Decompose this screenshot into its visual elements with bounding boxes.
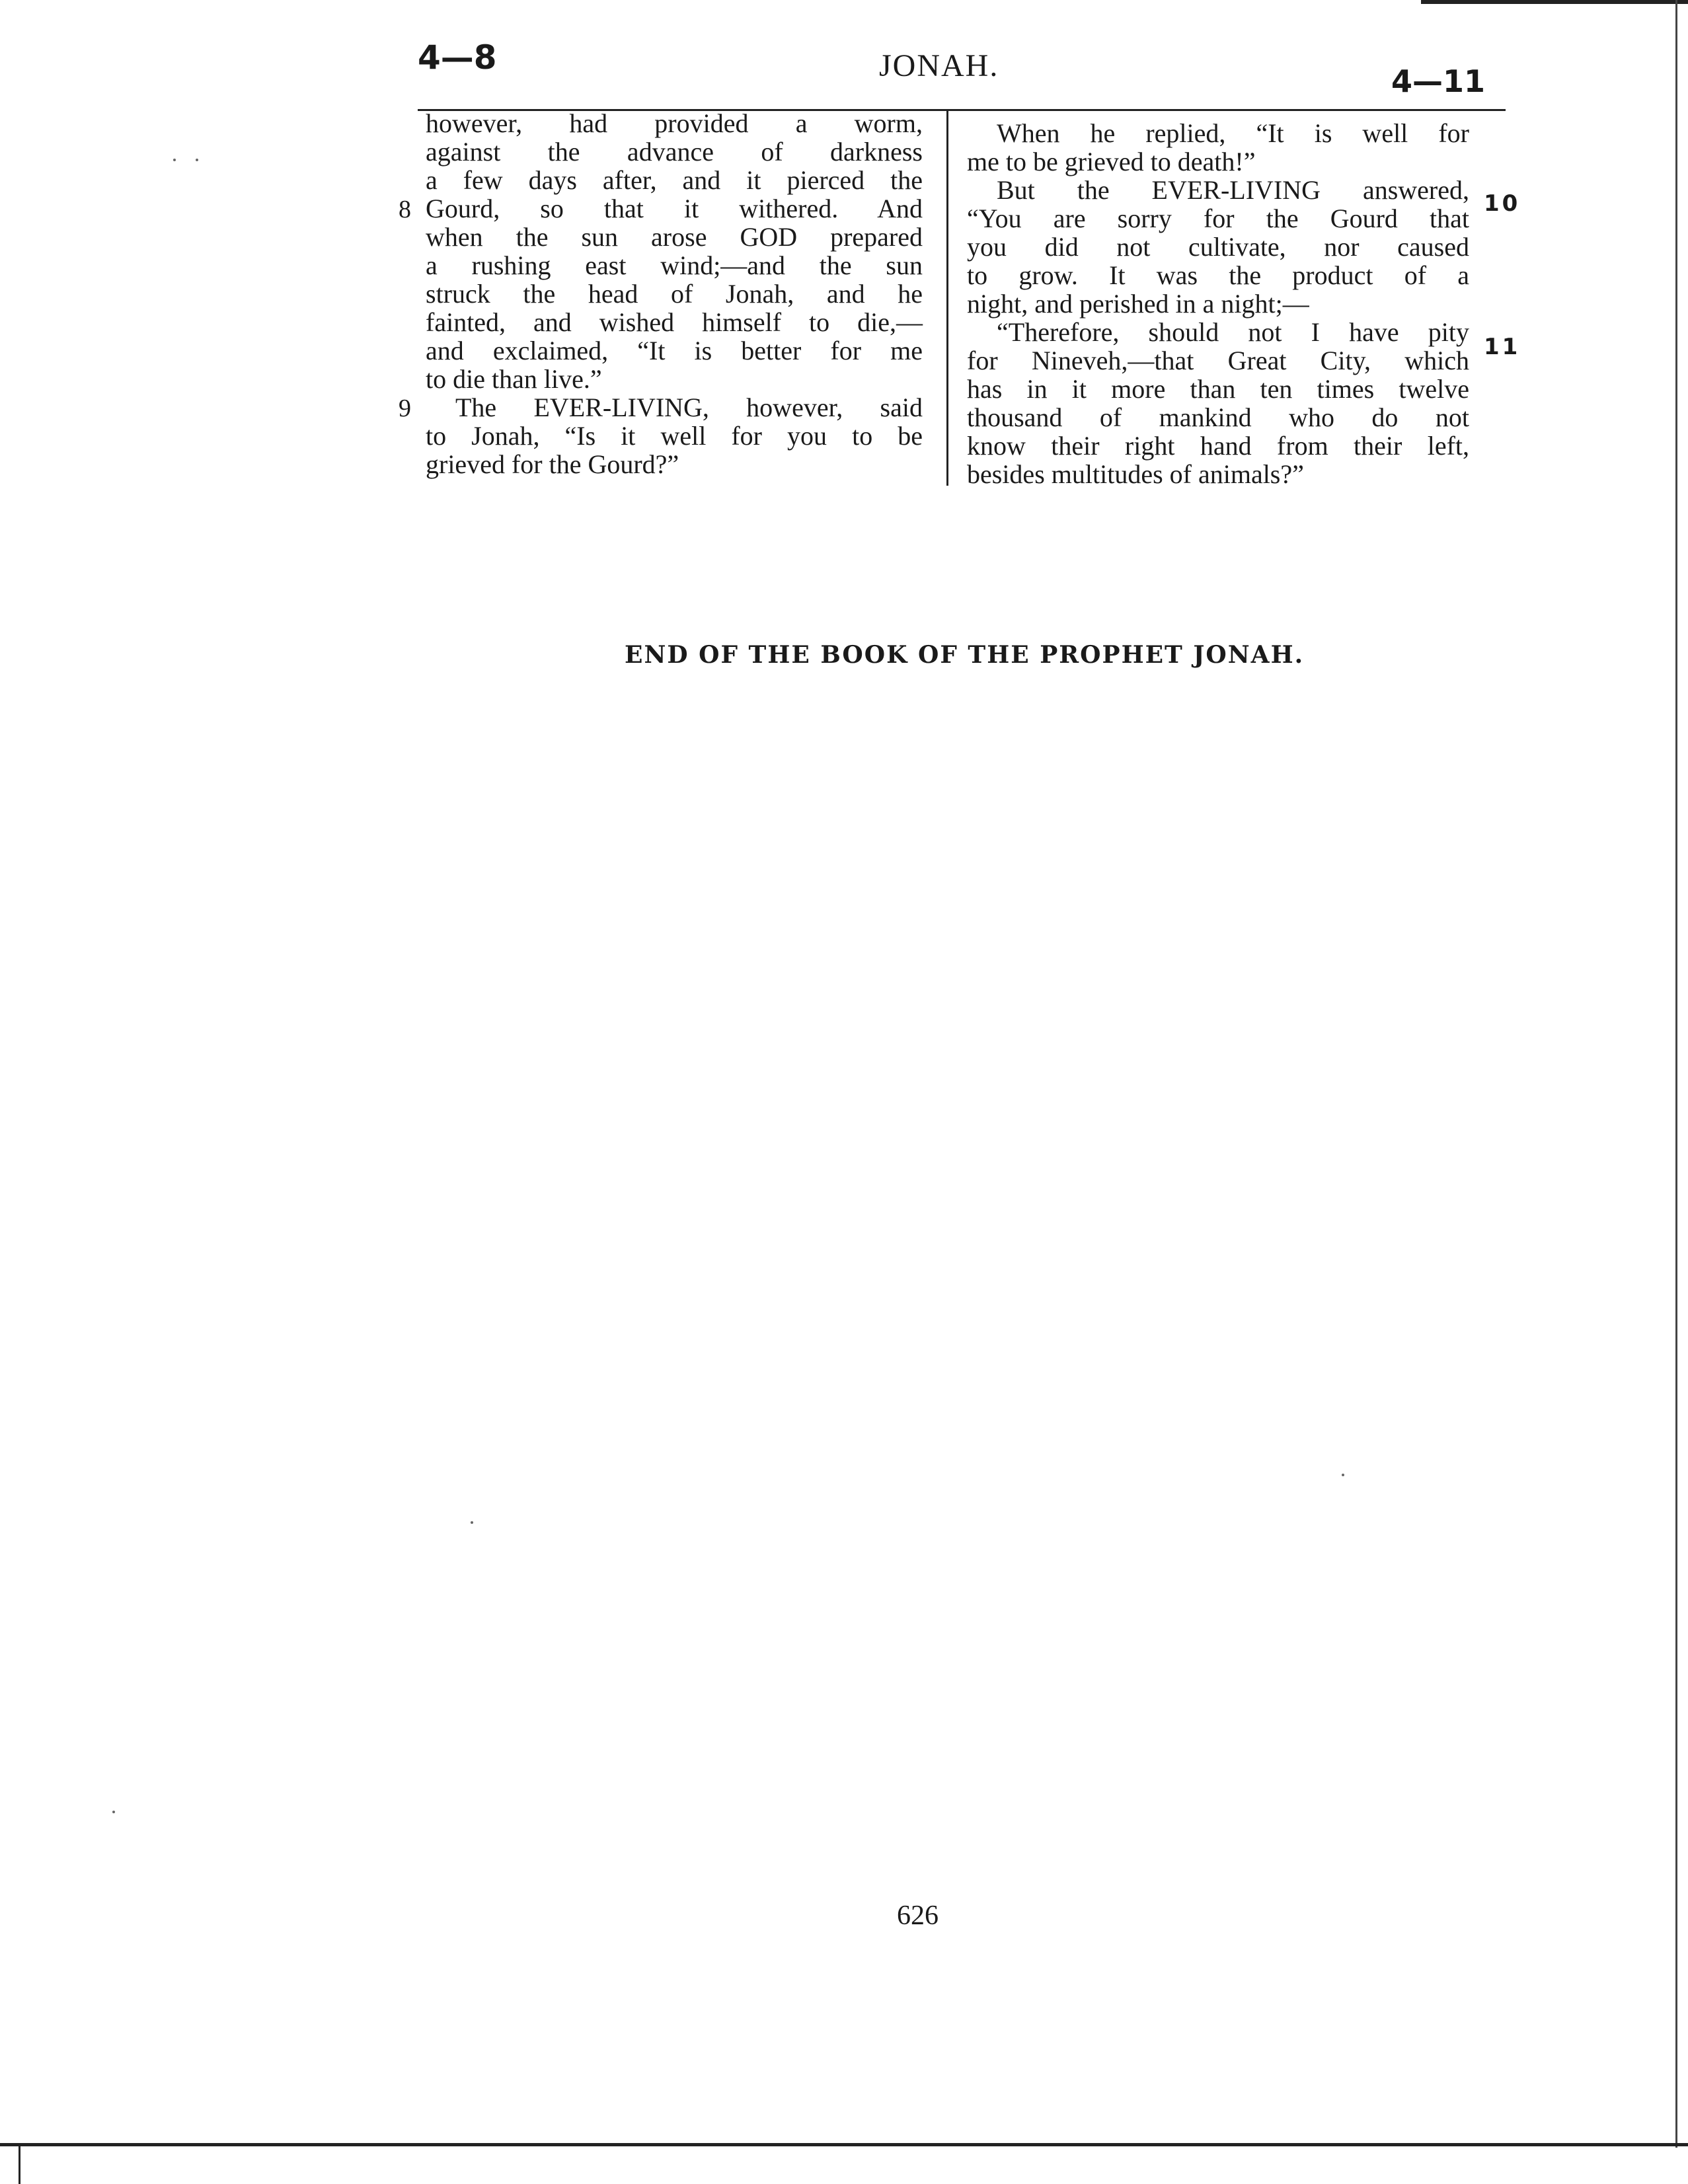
text-line: a rushing east wind;—and the sun <box>426 250 923 280</box>
text-line: has in it more than ten times twelve <box>967 374 1469 404</box>
text-line: to Jonah, “Is it well for you to be <box>426 421 923 451</box>
page-title: JONAH. <box>879 48 999 83</box>
scan-border-left-tick <box>19 2146 20 2184</box>
right-text-column <box>967 119 1469 488</box>
text-line: and exclaimed, “It is better for me <box>426 336 923 365</box>
scan-border-bottom <box>0 2143 1688 2146</box>
text-line: thousand of mankind who do not <box>967 402 1469 432</box>
text-line: to grow. It was the product of a <box>967 260 1469 290</box>
text-line: fainted, and wished himself to die,— <box>426 307 923 337</box>
text-line: know their right hand from their left, <box>967 431 1469 461</box>
scan-speck <box>173 159 176 161</box>
text-line: When he replied, “It is well for <box>997 118 1469 148</box>
verse-number: 9 <box>399 395 411 422</box>
text-line: “Therefore, should not I have pity <box>997 317 1469 347</box>
text-line: But the EVER-LIVING answered, <box>997 175 1469 205</box>
text-line: you did not cultivate, nor caused <box>967 232 1469 262</box>
book-end-note: END OF THE BOOK OF THE PROPHET JONAH. <box>625 641 1305 669</box>
scan-speck <box>196 159 198 161</box>
page-number: 626 <box>897 1901 939 1931</box>
scan-border-right <box>1675 0 1677 2148</box>
text-line: grieved for the Gourd?” <box>426 449 679 479</box>
scan-speck <box>471 1521 473 1524</box>
text-line: when the sun arose GOD prepared <box>426 222 923 252</box>
text-line: night, and perished in a night;— <box>967 289 1309 319</box>
column-divider <box>946 109 948 486</box>
text-line: against the advance of darkness <box>426 137 923 167</box>
text-line: to die than live.” <box>426 364 602 394</box>
chapter-verse-range-end: 4—11 <box>1391 63 1486 99</box>
text-line: “You are sorry for the Gourd that <box>967 204 1469 233</box>
verse-number: 11 <box>1484 334 1521 360</box>
chapter-verse-range-start: 4—8 <box>418 38 497 77</box>
text-line: Gourd, so that it withered. And <box>426 194 923 223</box>
left-text-column <box>426 109 923 478</box>
text-line: besides multitudes of animals?” <box>967 459 1304 489</box>
scan-speck <box>1342 1474 1344 1476</box>
scan-border-top <box>1421 0 1688 4</box>
text-line: a few days after, and it pierced the <box>426 165 923 195</box>
verse-number: 10 <box>1484 190 1521 217</box>
text-line: however, had provided a worm, <box>426 108 923 138</box>
text-line: for Nineveh,—that Great City, which <box>967 346 1469 375</box>
text-line: The EVER-LIVING, however, said <box>455 393 923 422</box>
text-line: me to be grieved to death!” <box>967 147 1256 176</box>
text-line: struck the head of Jonah, and he <box>426 279 923 309</box>
scan-speck <box>112 1811 115 1813</box>
verse-number: 8 <box>399 196 411 223</box>
